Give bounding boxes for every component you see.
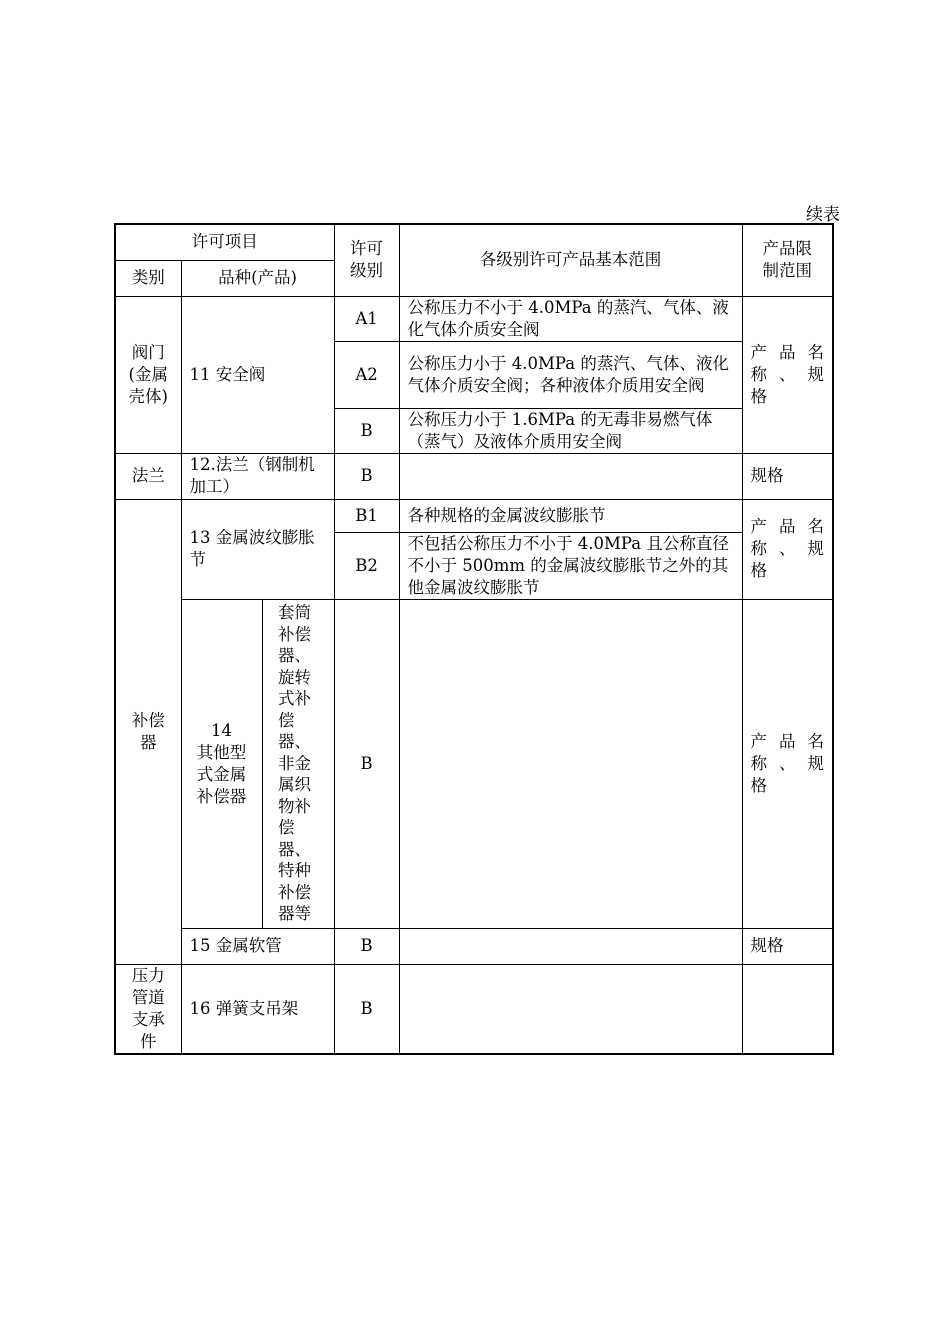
scope-cell: 公称压力不小于 4.0MPa 的蒸汽、气体、液化气体介质安全阀 bbox=[399, 296, 742, 341]
category-support: 压力管道支承件 bbox=[115, 964, 181, 1054]
scope-cell: 公称压力小于 4.0MPa 的蒸汽、气体、液化气体介质安全阀；各种液体介质用安全阀 bbox=[399, 341, 742, 408]
header-limit: 产品限制范围 bbox=[742, 224, 833, 296]
level-cell: B bbox=[334, 599, 399, 928]
table-row bbox=[115, 453, 833, 499]
header-variety: 品种(产品) bbox=[181, 260, 334, 296]
permit-table bbox=[114, 223, 834, 1055]
level-cell: B bbox=[334, 964, 399, 1054]
variety-flange: 12.法兰（钢制机加工） bbox=[181, 453, 334, 499]
limit-other-compensator: 产 品 名称 、 规格 bbox=[742, 599, 833, 928]
table-row bbox=[115, 599, 833, 928]
continued-label: 续表 bbox=[806, 205, 840, 225]
level-cell: A2 bbox=[334, 341, 399, 408]
table-row bbox=[115, 296, 833, 341]
level-cell: A1 bbox=[334, 296, 399, 341]
scope-cell: 公称压力小于 1.6MPa 的无毒非易燃气体（蒸气）及液体介质用安全阀 bbox=[399, 408, 742, 453]
scope-cell bbox=[399, 928, 742, 964]
subtypes-other-compensator: 套筒补偿器、旋转式补偿器、非金属织物补偿器、特种补偿器等 bbox=[262, 599, 334, 928]
scope-cell bbox=[399, 964, 742, 1054]
table-row bbox=[115, 964, 833, 1054]
category-valve: 阀门(金属壳体) bbox=[115, 296, 181, 453]
scope-cell: 不包括公称压力不小于 4.0MPa 且公称直径不小于 500mm 的金属波纹膨胀节之外的其他金属波纹膨胀节 bbox=[399, 532, 742, 599]
level-cell: B bbox=[334, 928, 399, 964]
header-row bbox=[115, 224, 833, 260]
variety-hose: 15 金属软管 bbox=[181, 928, 334, 964]
limit-bellows: 产 品 名称 、 规格 bbox=[742, 499, 833, 599]
header-scope: 各级别许可产品基本范围 bbox=[399, 224, 742, 296]
level-cell: B1 bbox=[334, 499, 399, 532]
limit-valve: 产 品 名称 、 规格 bbox=[742, 296, 833, 453]
header-category: 类别 bbox=[115, 260, 181, 296]
limit-support bbox=[742, 964, 833, 1054]
scope-cell: 各种规格的金属波纹膨胀节 bbox=[399, 499, 742, 532]
level-cell: B bbox=[334, 453, 399, 499]
category-flange: 法兰 bbox=[115, 453, 181, 499]
table-row bbox=[115, 928, 833, 964]
table-row bbox=[115, 499, 833, 532]
category-compensator: 补偿器 bbox=[115, 499, 181, 964]
scope-cell bbox=[399, 453, 742, 499]
scope-cell bbox=[399, 599, 742, 928]
variety-bellows: 13 金属波纹膨胀节 bbox=[181, 499, 334, 599]
limit-hose: 规格 bbox=[742, 928, 833, 964]
variety-spring-hanger: 16 弹簧支吊架 bbox=[181, 964, 334, 1054]
variety-other-compensator: 14 其他型式金属补偿器 bbox=[181, 599, 262, 928]
header-permit-level: 许可级别 bbox=[334, 224, 399, 296]
header-permit-item: 许可项目 bbox=[115, 224, 334, 260]
limit-flange: 规格 bbox=[742, 453, 833, 499]
variety-safety-valve: 11 安全阀 bbox=[181, 296, 334, 453]
level-cell: B bbox=[334, 408, 399, 453]
level-cell: B2 bbox=[334, 532, 399, 599]
